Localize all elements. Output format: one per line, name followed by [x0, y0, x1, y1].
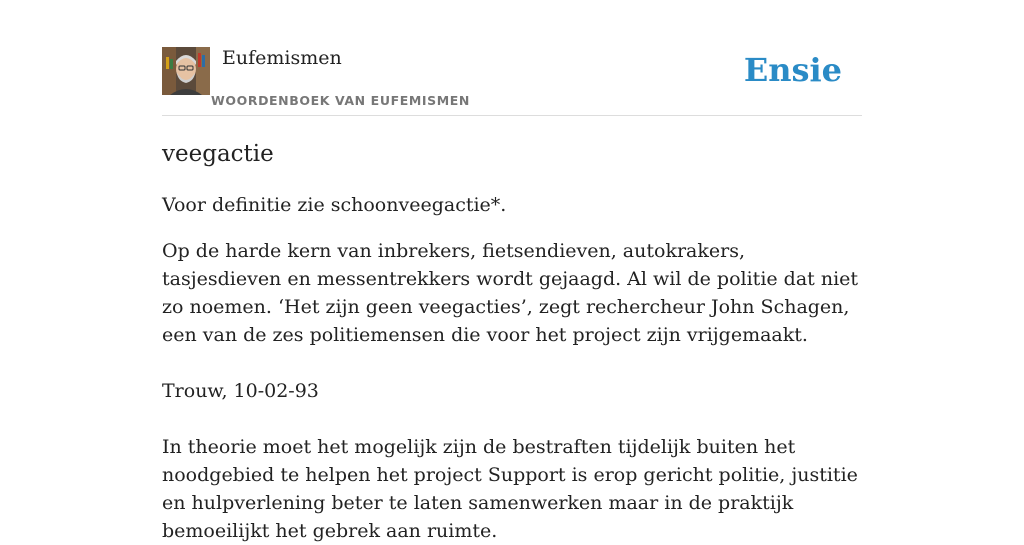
ensie-logo-link[interactable]: Ensie	[743, 51, 842, 89]
header-divider	[162, 115, 862, 116]
entry-source-1: Trouw, 10-02-93	[162, 380, 319, 402]
entry-quote-1: Op de harde kern van inbrekers, fietsendieven, autokrakers, tasjesdieven en messentrekkers wordt gejaagd. Al wil de politie dat niet zo noemen. ‘Het zijn geen veegacties’, zegt rechercheur John Schagen, een van de zes politiemensen die voor het project zijn vrijgemaakt.	[162, 240, 859, 346]
user-avatar-icon	[162, 47, 210, 95]
author-name-link[interactable]: Eufemismen	[222, 47, 342, 69]
dictionary-subtitle: WOORDENBOEK VAN EUFEMISMEN	[211, 93, 470, 108]
entry-title: veegactie	[162, 141, 274, 167]
entry-quote-2: In theorie moet het mogelijk zijn de bestraften tijdelijk buiten het noodgebied te helpen het project Support is erop gericht politie, justitie en hulpverlening beter te laten samenwerken maar in de praktijk bemoeilijkt het gebrek aan ruimte.	[162, 436, 858, 542]
entry-content	[162, 139, 862, 545]
author-avatar[interactable]	[162, 47, 210, 95]
site-header	[162, 46, 862, 115]
entry-definition: Voor definitie zie schoonveegactie*.	[162, 194, 507, 216]
